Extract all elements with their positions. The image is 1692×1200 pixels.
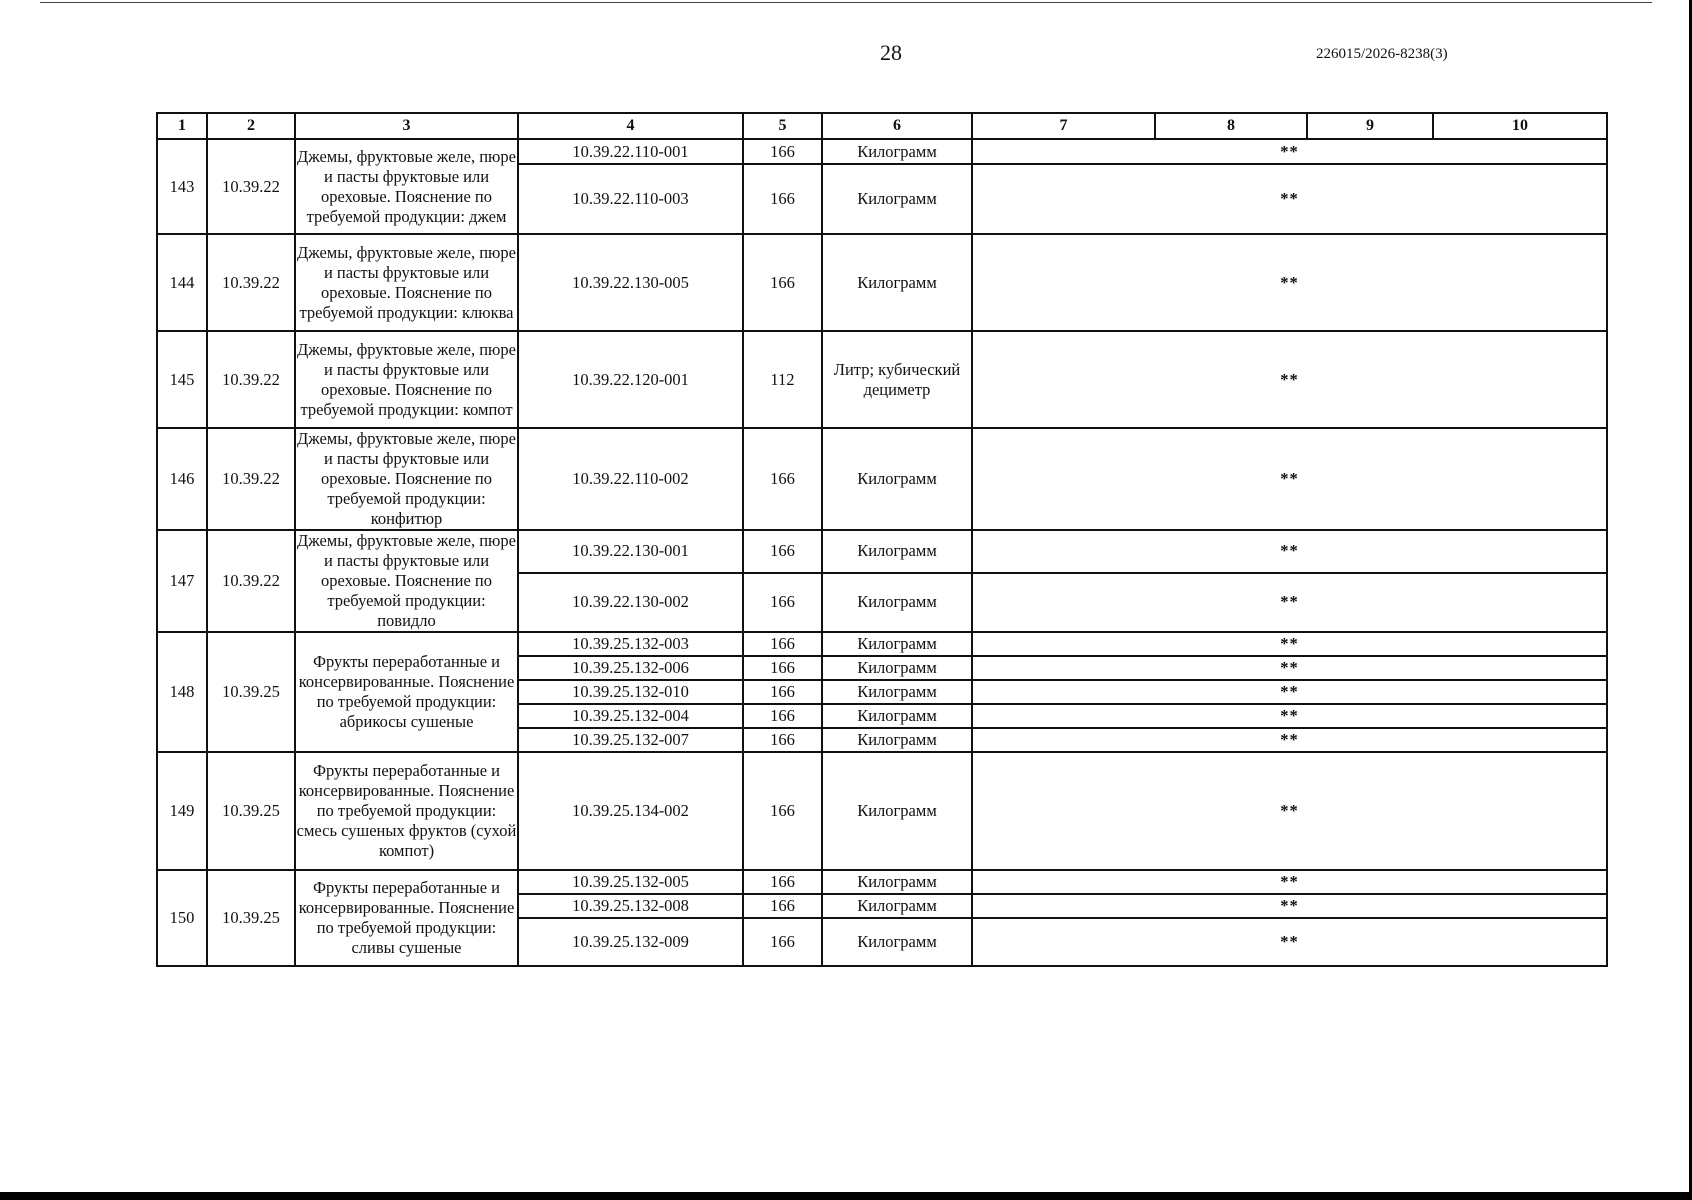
column-header: 7 bbox=[972, 113, 1155, 139]
product-code-cell: 10.39.25.132-010 bbox=[518, 680, 743, 704]
unit-name-cell: Килограмм bbox=[822, 752, 972, 870]
column-header: 2 bbox=[207, 113, 295, 139]
column-header: 5 bbox=[743, 113, 822, 139]
product-code-cell: 10.39.22.110-003 bbox=[518, 164, 743, 234]
product-code-cell: 10.39.25.134-002 bbox=[518, 752, 743, 870]
okpd-code-cell: 10.39.22 bbox=[207, 234, 295, 331]
unit-name-cell: Килограмм bbox=[822, 573, 972, 632]
unit-code-cell: 166 bbox=[743, 680, 822, 704]
product-code-cell: 10.39.25.132-006 bbox=[518, 656, 743, 680]
okpd-code-cell: 10.39.22 bbox=[207, 428, 295, 530]
value-cell: ** bbox=[972, 428, 1607, 530]
top-scan-edge bbox=[40, 2, 1652, 3]
unit-name-cell: Килограмм bbox=[822, 530, 972, 573]
column-header: 4 bbox=[518, 113, 743, 139]
table-row bbox=[157, 752, 1607, 870]
product-code-cell: 10.39.25.132-004 bbox=[518, 704, 743, 728]
okpd-code-cell: 10.39.25 bbox=[207, 752, 295, 870]
bottom-scan-edge bbox=[0, 1192, 1692, 1200]
table-body bbox=[157, 139, 1607, 966]
unit-code-cell: 166 bbox=[743, 428, 822, 530]
specification-table bbox=[156, 112, 1608, 967]
product-code-cell: 10.39.22.130-001 bbox=[518, 530, 743, 573]
unit-name-cell: Килограмм bbox=[822, 428, 972, 530]
row-number-cell: 148 bbox=[157, 632, 207, 752]
value-cell: ** bbox=[972, 656, 1607, 680]
value-cell: ** bbox=[972, 728, 1607, 752]
column-header: 6 bbox=[822, 113, 972, 139]
unit-code-cell: 166 bbox=[743, 704, 822, 728]
description-cell: Джемы, фруктовые желе, пюре и пасты фруктовые или ореховые. Пояснение по требуемой продукции: повидло bbox=[295, 530, 518, 632]
unit-name-cell: Килограмм bbox=[822, 870, 972, 894]
okpd-code-cell: 10.39.25 bbox=[207, 632, 295, 752]
unit-name-cell: Килограмм bbox=[822, 139, 972, 164]
unit-name-cell: Килограмм bbox=[822, 918, 972, 966]
value-cell: ** bbox=[972, 894, 1607, 918]
description-cell: Джемы, фруктовые желе, пюре и пасты фруктовые или ореховые. Пояснение по требуемой продукции: джем bbox=[295, 139, 518, 234]
unit-name-cell: Килограмм bbox=[822, 704, 972, 728]
unit-code-cell: 166 bbox=[743, 139, 822, 164]
unit-name-cell: Килограмм bbox=[822, 894, 972, 918]
row-number-cell: 149 bbox=[157, 752, 207, 870]
document-id: 226015/2026-8238(3) bbox=[1316, 46, 1448, 62]
unit-code-cell: 166 bbox=[743, 656, 822, 680]
okpd-code-cell: 10.39.22 bbox=[207, 530, 295, 632]
product-code-cell: 10.39.25.132-005 bbox=[518, 870, 743, 894]
product-code-cell: 10.39.22.110-002 bbox=[518, 428, 743, 530]
column-header: 1 bbox=[157, 113, 207, 139]
value-cell: ** bbox=[972, 632, 1607, 656]
value-cell: ** bbox=[972, 139, 1607, 164]
value-cell: ** bbox=[972, 870, 1607, 894]
value-cell: ** bbox=[972, 752, 1607, 870]
value-cell: ** bbox=[972, 331, 1607, 428]
value-cell: ** bbox=[972, 234, 1607, 331]
column-header: 8 bbox=[1155, 113, 1307, 139]
unit-name-cell: Литр; кубический дециметр bbox=[822, 331, 972, 428]
row-number-cell: 147 bbox=[157, 530, 207, 632]
unit-code-cell: 166 bbox=[743, 632, 822, 656]
description-cell: Фрукты переработанные и консервированные. Пояснение по требуемой продукции: сливы сушеные bbox=[295, 870, 518, 966]
product-code-cell: 10.39.25.132-009 bbox=[518, 918, 743, 966]
row-number-cell: 150 bbox=[157, 870, 207, 966]
column-header: 9 bbox=[1307, 113, 1433, 139]
product-code-cell: 10.39.22.130-005 bbox=[518, 234, 743, 331]
description-cell: Джемы, фруктовые желе, пюре и пасты фруктовые или ореховые. Пояснение по требуемой продукции: клюква bbox=[295, 234, 518, 331]
table-row bbox=[157, 632, 1607, 656]
table-row bbox=[157, 331, 1607, 428]
unit-code-cell: 166 bbox=[743, 870, 822, 894]
row-number-cell: 143 bbox=[157, 139, 207, 234]
unit-code-cell: 166 bbox=[743, 530, 822, 573]
row-number-cell: 145 bbox=[157, 331, 207, 428]
product-code-cell: 10.39.22.130-002 bbox=[518, 573, 743, 632]
page-number: 28 bbox=[880, 40, 902, 65]
unit-code-cell: 166 bbox=[743, 918, 822, 966]
row-number-cell: 144 bbox=[157, 234, 207, 331]
unit-code-cell: 166 bbox=[743, 164, 822, 234]
product-code-cell: 10.39.25.132-008 bbox=[518, 894, 743, 918]
column-header: 3 bbox=[295, 113, 518, 139]
table-row bbox=[157, 530, 1607, 573]
unit-name-cell: Килограмм bbox=[822, 632, 972, 656]
unit-code-cell: 166 bbox=[743, 234, 822, 331]
unit-name-cell: Килограмм bbox=[822, 164, 972, 234]
unit-code-cell: 166 bbox=[743, 573, 822, 632]
unit-code-cell: 166 bbox=[743, 728, 822, 752]
table-row bbox=[157, 870, 1607, 894]
header-row bbox=[157, 113, 1607, 139]
description-cell: Джемы, фруктовые желе, пюре и пасты фруктовые или ореховые. Пояснение по требуемой продукции: компот bbox=[295, 331, 518, 428]
value-cell: ** bbox=[972, 573, 1607, 632]
product-code-cell: 10.39.22.110-001 bbox=[518, 139, 743, 164]
description-cell: Фрукты переработанные и консервированные. Пояснение по требуемой продукции: смесь сушеных фруктов (сухой компот) bbox=[295, 752, 518, 870]
unit-name-cell: Килограмм bbox=[822, 234, 972, 331]
row-number-cell: 146 bbox=[157, 428, 207, 530]
value-cell: ** bbox=[972, 164, 1607, 234]
unit-code-cell: 166 bbox=[743, 894, 822, 918]
table-row bbox=[157, 139, 1607, 164]
value-cell: ** bbox=[972, 680, 1607, 704]
product-code-cell: 10.39.22.120-001 bbox=[518, 331, 743, 428]
value-cell: ** bbox=[972, 918, 1607, 966]
value-cell: ** bbox=[972, 530, 1607, 573]
unit-name-cell: Килограмм bbox=[822, 680, 972, 704]
table-row bbox=[157, 428, 1607, 530]
column-header: 10 bbox=[1433, 113, 1607, 139]
okpd-code-cell: 10.39.22 bbox=[207, 331, 295, 428]
okpd-code-cell: 10.39.22 bbox=[207, 139, 295, 234]
description-cell: Джемы, фруктовые желе, пюре и пасты фруктовые или ореховые. Пояснение по требуемой продукции: конфитюр bbox=[295, 428, 518, 530]
product-code-cell: 10.39.25.132-003 bbox=[518, 632, 743, 656]
value-cell: ** bbox=[972, 704, 1607, 728]
okpd-code-cell: 10.39.25 bbox=[207, 870, 295, 966]
description-cell: Фрукты переработанные и консервированные. Пояснение по требуемой продукции: абрикосы сушеные bbox=[295, 632, 518, 752]
product-code-cell: 10.39.25.132-007 bbox=[518, 728, 743, 752]
unit-code-cell: 166 bbox=[743, 752, 822, 870]
unit-name-cell: Килограмм bbox=[822, 656, 972, 680]
table-row bbox=[157, 234, 1607, 331]
unit-name-cell: Килограмм bbox=[822, 728, 972, 752]
unit-code-cell: 112 bbox=[743, 331, 822, 428]
